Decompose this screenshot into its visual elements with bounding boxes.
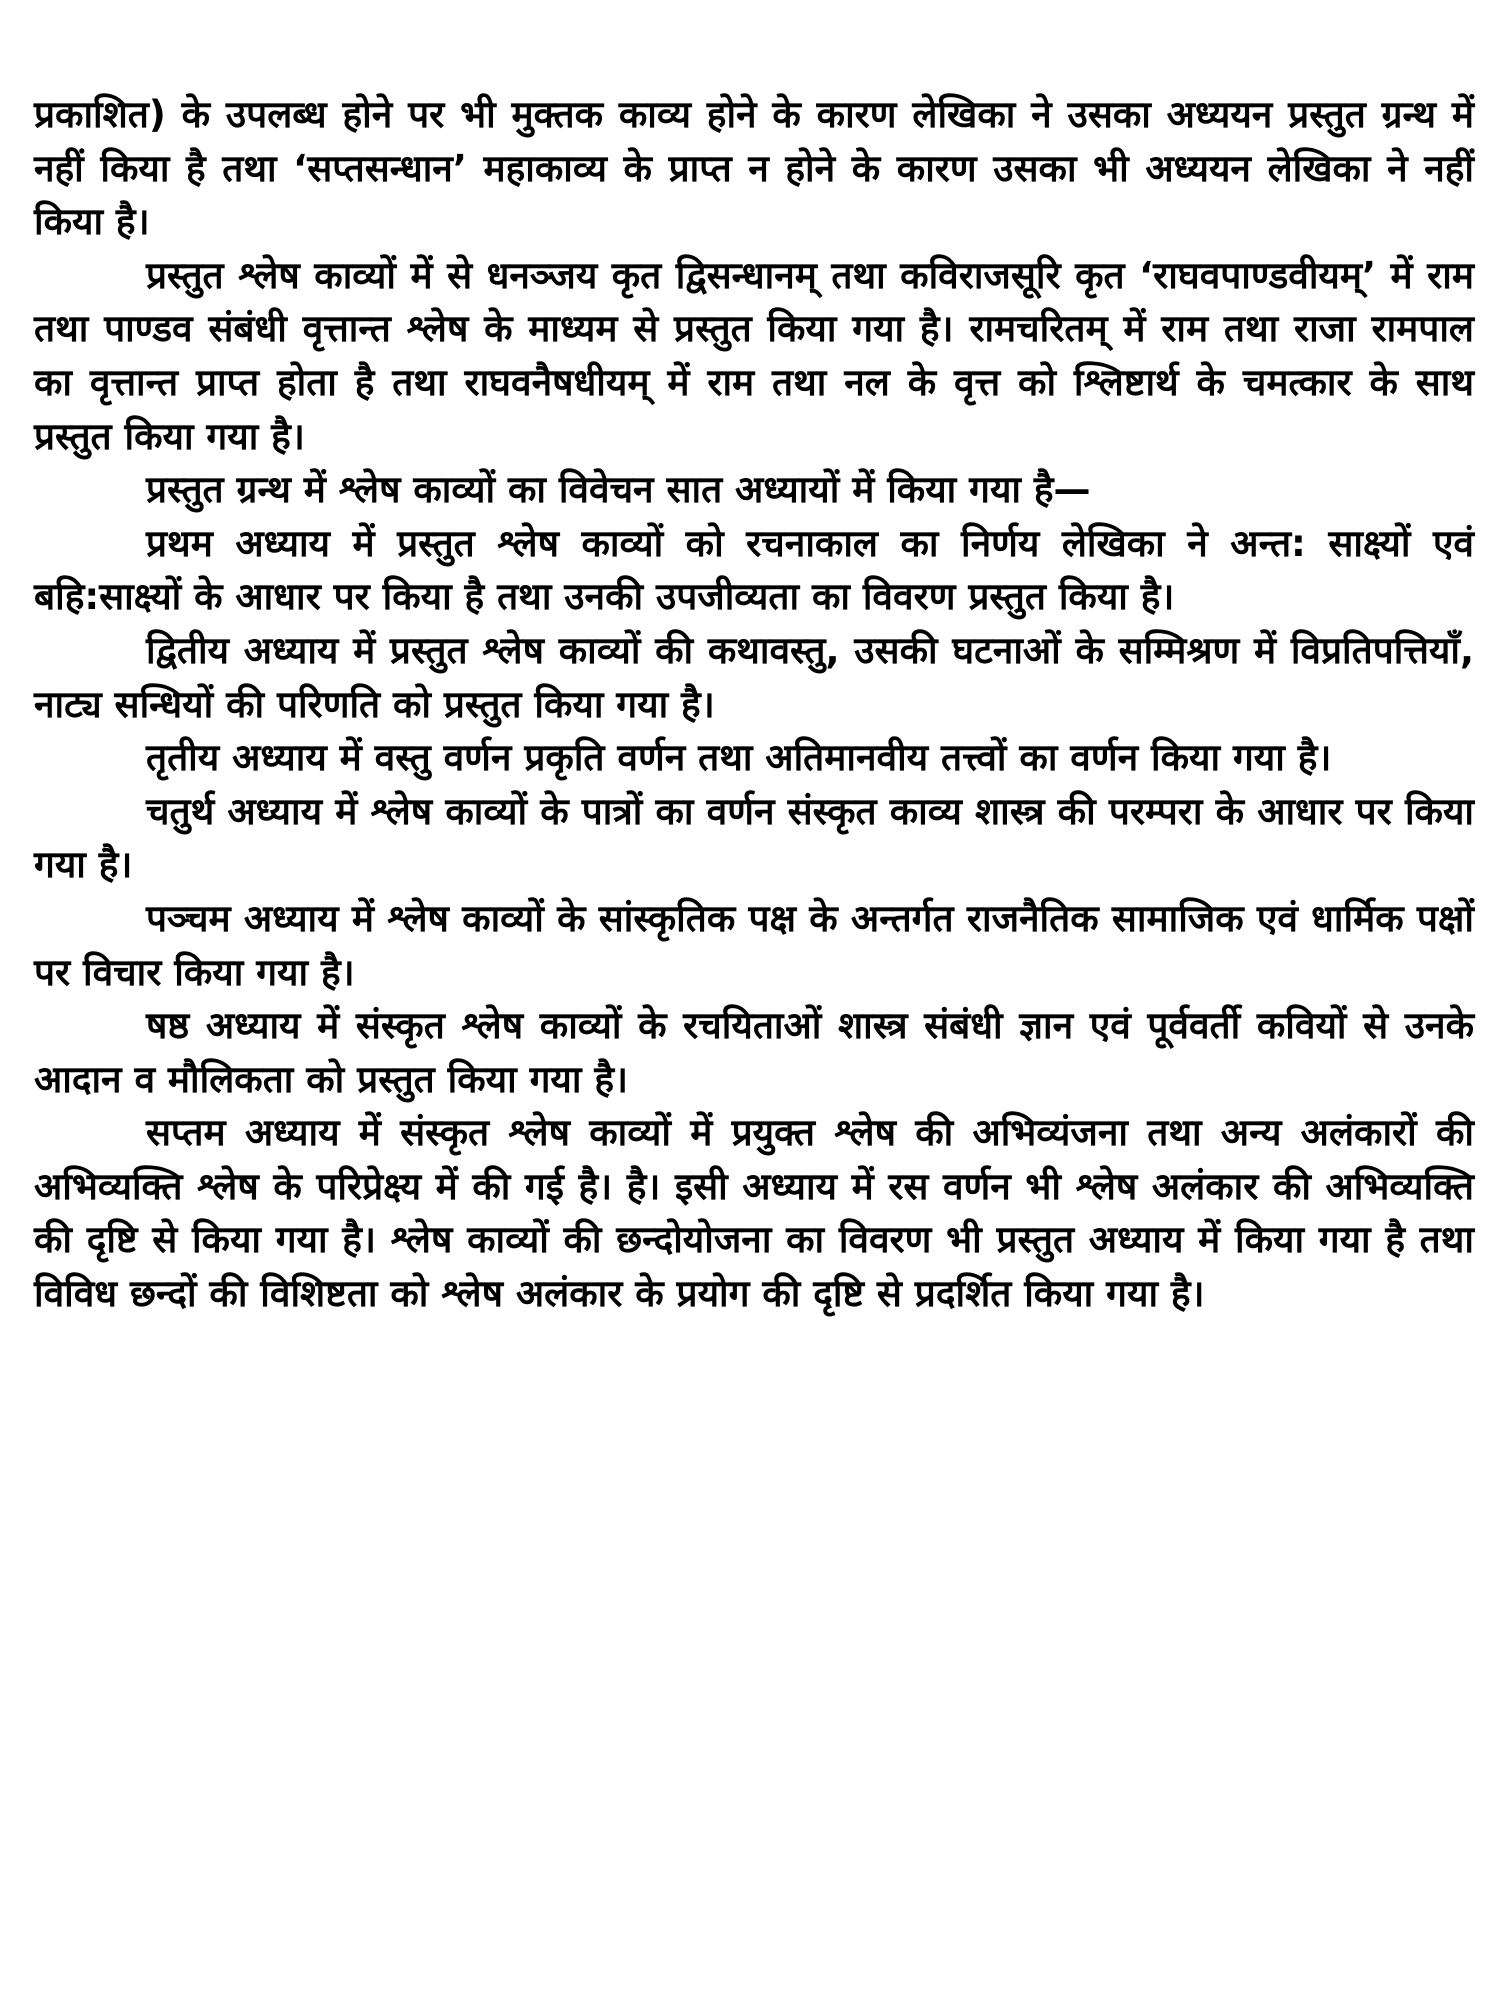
paragraph-chapter-7: सप्तम अध्याय में संस्कृत श्लेष काव्यों में प्रयुक्त श्लेष की अभिव्यंजना तथा अन्य अलंकारों की अभिव्यक्ति श्लेष के परिप्रेक्ष्य में की गई है। है। इसी अध्याय में रस वर्णन भी श्लेष अलंकार की अभिव्यक्ति की दृष्टि से किया गया है। श्लेष काव्यों की छन्दोयोजना का विवरण भी प्रस्तुत अध्याय में किया गया है तथा विविध छन्दों की विशिष्टता को श्लेष अलंकार के प्रयोग की दृष्टि से प्रदर्शित किया गया है।: [34, 1111, 1474, 1316]
paragraph-chapter-2: द्वितीय अध्याय में प्रस्तुत श्लेष काव्यों की कथावस्तु, उसकी घटनाओं के सम्मिश्रण में विप्रतिपत्तियाँ, नाट्य सन्धियों की परिणति को प्रस्तुत किया गया है।: [34, 628, 1474, 726]
paragraph-chapter-3: तृतीय अध्याय में वस्तु वर्णन प्रकृति वर्णन तथा अतिमानवीय तत्त्वों का वर्णन किया गया है।: [146, 736, 1332, 780]
paragraph-chapter-6: षष्ठ अध्याय में संस्कृत श्लेष काव्यों के रचयिताओं शास्त्र संबंधी ज्ञान एवं पूर्ववर्ती कवियों से उनके आदान व मौलिकता को प्रस्तुत किया गया है।: [34, 1004, 1474, 1101]
paragraph-chapter-5: पञ्चम अध्याय में श्लेष काव्यों के सांस्कृतिक पक्ष के अन्तर्गत राजनैतिक सामाजिक एवं धार्मिक पक्षों पर विचार किया गया है।: [34, 896, 1474, 994]
document-page: [34, 88, 1474, 1321]
paragraph-seven-chapters-intro: प्रस्तुत ग्रन्थ में श्लेष काव्यों का विवेचन सात अध्यायों में किया गया है—: [146, 468, 1091, 512]
paragraph-shlesh-kavya-overview: प्रस्तुत श्लेष काव्यों में से धनञ्जय कृत द्विसन्धानम् तथा कविराजसूरि कृत ‘राघवपाण्डवीयम्’ में राम तथा पाण्डव संबंधी वृत्तान्त श्लेष के माध्यम से प्रस्तुत किया गया है। रामचरितम् में राम तथा राजा रामपाल का वृत्तान्त प्राप्त होता है तथा राघवनैषधीयम् में राम तथा नल के वृत्त को श्लिष्टार्थ के चमत्कार के साथ प्रस्तुत किया गया है।: [34, 253, 1474, 458]
paragraph-chapter-4: चतुर्थ अध्याय में श्लेष काव्यों के पात्रों का वर्णन संस्कृत काव्य शास्त्र की परम्परा के आधार पर किया गया है।: [34, 789, 1474, 887]
paragraph-continued: प्रकाशित) के उपलब्ध होने पर भी मुक्तक काव्य होने के कारण लेखिका ने उसका अध्ययन प्रस्तुत ग्रन्थ में नहीं किया है तथा ‘सप्तसन्धान’ महाकाव्य के प्राप्त न होने के कारण उसका भी अध्ययन लेखिका ने नहीं किया है।: [34, 93, 1474, 244]
paragraph-chapter-1: प्रथम अध्याय में प्रस्तुत श्लेष काव्यों को रचनाकाल का निर्णय लेखिका ने अन्त: साक्ष्यों एवं बहि:साक्ष्यों के आधार पर किया है तथा उनकी उपजीव्यता का विवरण प्रस्तुत किया है।: [34, 521, 1474, 619]
